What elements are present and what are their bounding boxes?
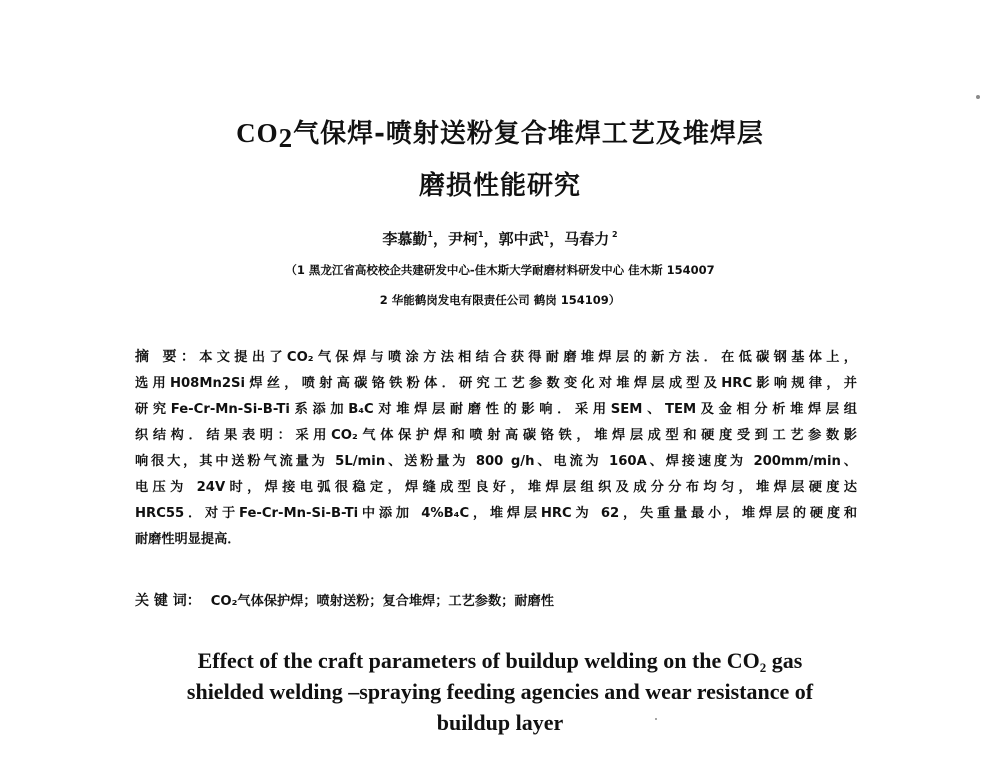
abstract-text: 本文提出了CO₂气保焊与喷涂方法相结合获得耐磨堆焊层的新方法．在低碳钢基体上，: [199, 350, 857, 365]
affiliation-line-1: （1 黑龙江省高校校企共建研发中心-佳木斯大学耐磨材料研发中心 佳木斯 154007: [285, 263, 715, 277]
author-name: 尹柯: [448, 230, 479, 248]
english-title-suffix: gas: [766, 648, 803, 673]
english-title-line-2: shielded welding –spraying feeding agencies and wear resistance of: [186, 679, 814, 704]
author-name: 马春力: [564, 230, 610, 248]
english-title-line-3: buildup layer: [436, 710, 564, 735]
chinese-title-line-1: [0, 113, 1000, 153]
abstract-line: 响很大，其中送粉气流量为 5L/min、送粉量为 800 g/h、电流为 160A、焊接速度为 200mm/min、: [135, 454, 857, 469]
abstract-line: [135, 344, 857, 371]
keywords-label: 关 键 词：: [135, 593, 201, 609]
keywords: [135, 590, 857, 610]
abstract-line: 选用H08Mn2Si焊丝，喷射高碳铬铁粉体．研究工艺参数变化对堆焊层成型及HRC影响规律，并: [135, 376, 857, 391]
affiliation-mark: 2: [609, 230, 618, 239]
affiliation-mark: 1: [478, 230, 484, 239]
scan-speck: [976, 95, 980, 99]
title-subscript-2: 2: [278, 123, 294, 153]
title-cn-rest: 气保焊-喷射送粉复合堆焊工艺及堆焊层: [293, 119, 764, 149]
chinese-title-line-2: 磨损性能研究: [418, 171, 581, 201]
scan-speck: [655, 718, 657, 720]
affiliation-line-2: 2 华能鹤岗发电有限责任公司 鹤岗 154109）: [379, 293, 621, 307]
author-separator: ，: [549, 230, 565, 248]
english-title-line-1: [0, 648, 1000, 674]
abstract-line: 织结构．结果表明：采用CO₂气体保护焊和喷射高碳铬铁，堆焊层成型和硬度受到工艺参数影: [135, 428, 857, 443]
english-title-prefix: Effect of the craft parameters of buildup welding on the CO: [197, 648, 760, 673]
author-separator: ，: [432, 230, 448, 248]
title-co-prefix: CO: [236, 118, 279, 148]
abstract-line: 电压为 24V时，焊接电弧很稳定，焊缝成型良好，堆焊层组织及成分分布均匀，堆焊层硬度达: [135, 480, 857, 495]
abstract-line: HRC55．对于Fe-Cr-Mn-Si-B-Ti中添加 4%B₄C，堆焊层HRC为 62，失重量最小，堆焊层的硬度和: [135, 506, 857, 521]
abstract-label: 摘 要：: [135, 349, 200, 365]
affiliation-mark: 1: [543, 230, 550, 239]
author-name: 郭中武: [498, 230, 544, 248]
abstract-line: 耐磨性明显提高．: [135, 532, 241, 547]
author-name: 李慕勤: [382, 230, 428, 248]
english-title-subscript: 2: [759, 660, 767, 675]
keywords-text: CO₂气体保护焊；喷射送粉；复合堆焊；工艺参数；耐磨性: [210, 594, 554, 609]
affiliation-mark: 1: [427, 230, 433, 239]
author-separator: ，: [483, 230, 499, 248]
author-list: [0, 228, 1000, 249]
abstract: [135, 344, 857, 553]
abstract-line: 研究Fe-Cr-Mn-Si-B-Ti系添加B₄C对堆焊层耐磨性的影响．采用SEM、TEM及金相分析堆焊层组: [135, 402, 857, 417]
